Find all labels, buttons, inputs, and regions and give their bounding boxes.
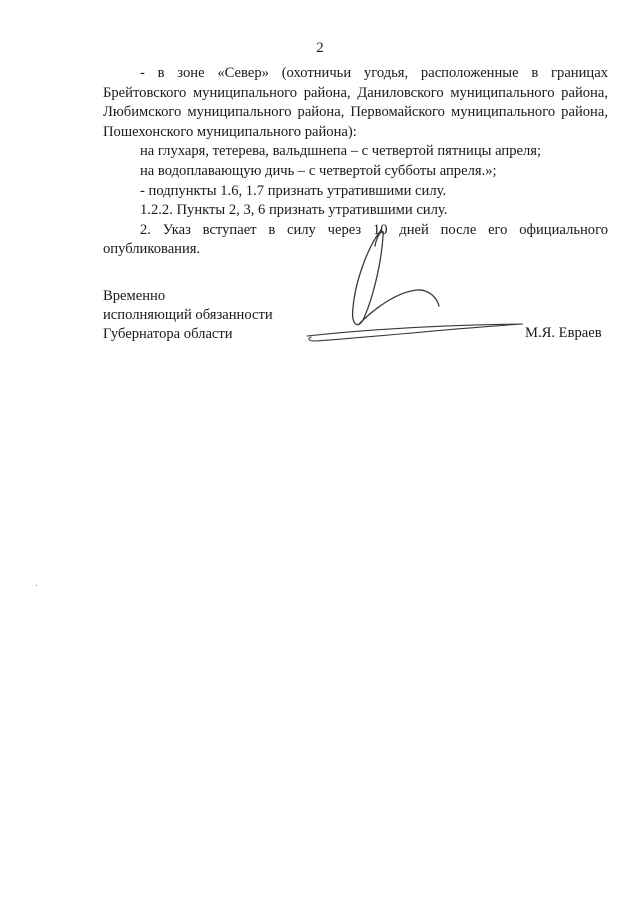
scan-speck <box>36 585 37 586</box>
signature-stroke <box>353 230 384 325</box>
paragraph-subpoints: - подпункты 1.6, 1.7 признать утратившими силу. <box>140 182 447 199</box>
signature-stroke <box>307 324 523 341</box>
handwritten-signature <box>305 228 525 346</box>
signatory-title-line: Временно <box>103 288 166 304</box>
signatory-name: М.Я. Евраев <box>525 325 602 341</box>
paragraph-points-void: 1.2.2. Пункты 2, 3, 6 признать утратившими силу. <box>140 202 448 219</box>
signature-stroke <box>359 290 439 324</box>
paragraph-effective-date: 2. Указ вступает в силу через 10 дней после его официального опубликования. <box>103 221 608 258</box>
page-number: 2 <box>316 40 324 56</box>
signatory-title <box>103 287 273 344</box>
signatory-title-line: Губернатора области <box>103 326 233 342</box>
paragraph-waterfowl: на водоплавающую дичь – с четвертой субботы апреля.»; <box>140 162 497 179</box>
signatory-title-line: исполняющий обязанности <box>103 307 273 323</box>
paragraph-grouse: на глухаря, тетерева, вальдшнепа – с четвертой пятницы апреля; <box>140 143 542 160</box>
paragraph-zone-sever: - в зоне «Север» (охотничьи угодья, расположенные в границах Брейтовского муниципального района, Даниловского муниципального района, Любимского муниципального района, Первомайского муниципального района, Пошехонского муниципального района): <box>103 65 608 140</box>
